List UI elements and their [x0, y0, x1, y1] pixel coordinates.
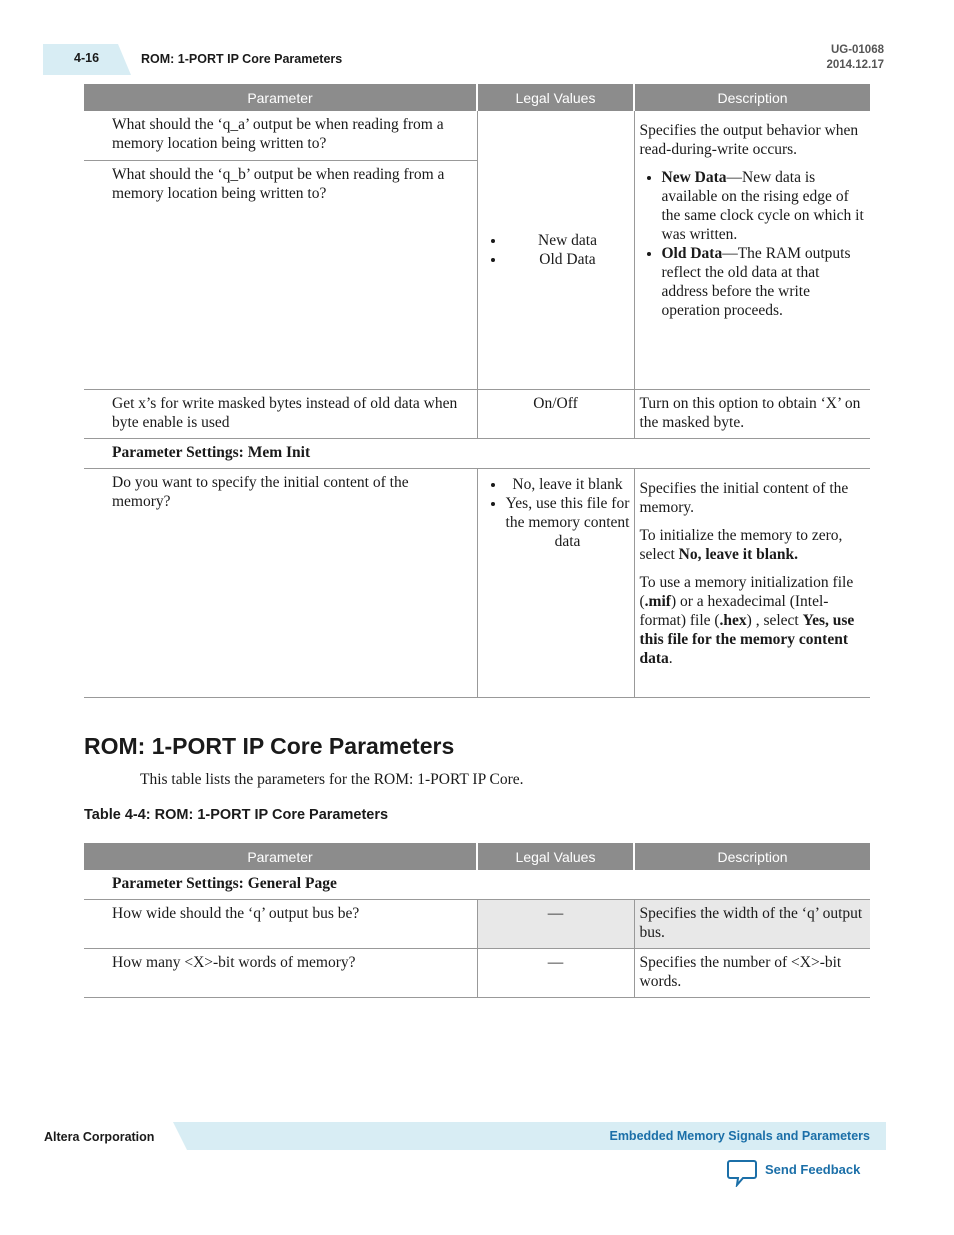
list-item: • No, leave it blank — [506, 475, 630, 494]
doc-id: UG-01068 — [830, 44, 884, 56]
init-legal-values — [477, 468, 634, 697]
table-section-row — [84, 870, 870, 900]
init-desc-1: Specifies the initial content of the memory. — [639, 479, 849, 516]
param-word-count: How many <X>-bit words of memory? — [84, 949, 477, 998]
table-caption: Table 4-4: ROM: 1-PORT IP Core Parameters — [84, 807, 389, 823]
value-on-off: On/Off — [477, 389, 634, 438]
footer-company: Altera Corporation — [44, 1130, 155, 1144]
column-header-parameter: Parameter — [84, 84, 477, 111]
rdw-desc-intro: Specifies the output behavior when read-during-write occurs. — [639, 122, 859, 158]
table-row — [84, 468, 870, 697]
rom-parameters-table — [84, 843, 870, 998]
table-header-row — [84, 84, 870, 111]
desc-q-width: Specifies the width of the ‘q’ output bus. — [634, 900, 870, 949]
header-section-title: ROM: 1-PORT IP Core Parameters — [141, 52, 343, 66]
value-q-width: — — [477, 900, 634, 949]
list-item: • Old Data—The RAM outputs reflect the old data at that address before the write operation proceeds. — [662, 244, 865, 320]
value-word-count: — — [477, 949, 634, 998]
ram-parameters-table — [84, 84, 870, 698]
doc-date: 2014.12.17 — [826, 59, 884, 71]
desc-word-count: Specifies the number of <X>-bit words. — [634, 949, 870, 998]
column-header-description: Description — [634, 843, 870, 870]
table-header-row — [84, 843, 870, 870]
section-mem-init: Parameter Settings: Mem Init — [84, 438, 870, 468]
param-q-width: How wide should the ‘q’ output bus be? — [84, 900, 477, 949]
header-doc-info — [826, 43, 884, 73]
send-feedback-link[interactable]: Send Feedback — [765, 1162, 861, 1177]
init-desc-2: To initialize the memory to zero, select No, leave it blank. — [639, 526, 843, 563]
table-row — [84, 900, 870, 949]
section-general-page: Parameter Settings: General Page — [84, 870, 870, 900]
column-header-description: Description — [634, 84, 870, 111]
table-row — [84, 111, 870, 160]
feedback-icon[interactable] — [727, 1159, 757, 1187]
section-intro: This table lists the parameters for the ROM: 1-PORT IP Core. — [140, 771, 524, 788]
table-row — [84, 949, 870, 998]
param-initial-content: Do you want to specify the initial content of the memory? — [84, 468, 477, 697]
rdw-legal-values — [477, 111, 634, 389]
param-masked-bytes: Get x’s for write masked bytes instead of old data when byte enable is used — [84, 389, 477, 438]
footer-doc-title[interactable]: Embedded Memory Signals and Parameters — [609, 1129, 870, 1143]
list-item: • New data — [506, 231, 630, 250]
column-header-legal-values: Legal Values — [477, 843, 634, 870]
init-desc-3: To use a memory initialization file (.mif) or a hexadecimal (Intel-format) file (.hex) , select Yes, use this file for the memory content data. — [639, 573, 855, 667]
column-header-legal-values: Legal Values — [477, 84, 634, 111]
list-item: • Old Data — [506, 250, 630, 269]
table-section-row — [84, 438, 870, 468]
param-q-b: What should the ‘q_b’ output be when reading from a memory location being written to? — [84, 160, 477, 389]
page-number: 4-16 — [74, 51, 100, 65]
section-heading: ROM: 1-PORT IP Core Parameters — [84, 733, 455, 759]
init-description — [634, 468, 870, 697]
list-item: • Yes, use this file for the memory content data — [506, 494, 630, 551]
column-header-parameter: Parameter — [84, 843, 477, 870]
list-item: • New Data—New data is available on the rising edge of the same clock cycle on which it was written. — [662, 168, 865, 244]
param-q-a: What should the ‘q_a’ output be when reading from a memory location being written to? — [84, 111, 477, 160]
desc-masked-bytes: Turn on this option to obtain ‘X’ on the masked byte. — [634, 389, 870, 438]
table-row — [84, 389, 870, 438]
rdw-description — [634, 111, 870, 389]
